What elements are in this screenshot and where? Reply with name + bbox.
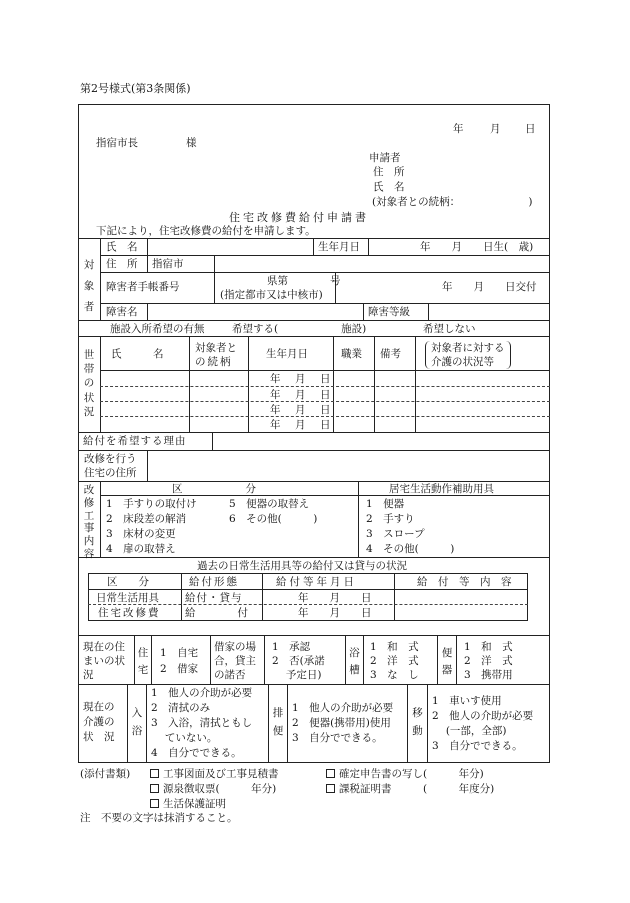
residence-toilet-options: 1 和 式 2 洋 式 3 携帯用 xyxy=(464,641,513,682)
work-item: 5 便器の取替え xyxy=(229,498,310,510)
attachment-item[interactable]: 確定申告書の写し( 年分) xyxy=(326,769,484,780)
facility-no: 希望しない xyxy=(423,323,476,335)
care-excretion-label: 排 便 xyxy=(272,707,284,737)
subject-birthdate-value: 年 月 日生( 歳) xyxy=(420,241,534,253)
residence-rental-label: 借家の場 合，貸主 の諾否 xyxy=(214,641,256,682)
household-row-birth: 年 月 日 xyxy=(270,373,333,385)
handbook-note: (指定都市又は中核市) xyxy=(220,289,323,301)
residence-toilet-label: 便 器 xyxy=(441,647,453,676)
attachments-label: (添付書類) xyxy=(80,768,131,780)
residence-house-label: 住 宅 xyxy=(137,647,149,676)
subject-section-label: 対 象 者 xyxy=(83,259,95,314)
subject-address-value: 指宿市 xyxy=(152,258,184,270)
facility-yes: 希望する( 施設) xyxy=(232,323,367,335)
form-number: 第2号様式(第3条関係) xyxy=(80,82,191,95)
footnote: 注 不要の文字は抹消すること。 xyxy=(80,812,238,824)
past-row-form: 給付・貸与 xyxy=(185,592,243,604)
addressee-honorific: 様 xyxy=(186,137,197,149)
subject-name-label: 氏 名 xyxy=(106,241,138,253)
aid-item: 2 手すり xyxy=(366,513,415,525)
past-header-content: 給 付 等 内 容 xyxy=(417,576,512,588)
household-header-care: 対象者に対する 介護の状況等 xyxy=(425,341,511,369)
checkbox-icon[interactable] xyxy=(150,799,159,808)
household-header-job: 職業 xyxy=(341,348,362,360)
residence-bath-label: 浴 槽 xyxy=(349,647,360,676)
disability-name-label: 障害名 xyxy=(106,306,138,318)
work-item: 4 扉の取替え xyxy=(106,543,176,555)
household-row-birth: 年 月 日 xyxy=(270,419,333,431)
checkbox-icon[interactable] xyxy=(326,784,335,793)
household-row-birth: 年 月 日 xyxy=(270,389,333,401)
date-day-label: 日 xyxy=(525,123,536,135)
subject-address-label: 住 所 xyxy=(106,258,138,270)
handbook-prefecture: 県第 号 xyxy=(267,275,341,287)
aid-item: 4 その他( ) xyxy=(366,543,455,555)
household-header-birth: 生年月日 xyxy=(266,348,308,360)
work-aid-header: 居宅生活動作補助用具 xyxy=(389,483,494,495)
household-header-name: 氏 名 xyxy=(111,348,164,360)
handbook-number-label: 障害者手帳番号 xyxy=(106,281,180,293)
handbook-issued: 年 月 日交付 xyxy=(442,281,537,293)
aid-item: 3 スロープ xyxy=(366,528,425,540)
past-row-date: 年 月 日 xyxy=(298,607,372,619)
household-row-birth: 年 月 日 xyxy=(270,404,333,416)
work-section-label: 改 修 工 事 内 容 xyxy=(83,484,95,560)
renovation-address-label: 改修を行う 住宅の住所 xyxy=(84,453,137,480)
work-item: 1 手すりの取付け xyxy=(106,498,197,510)
aid-item: 1 便器 xyxy=(366,498,405,510)
applicant-name-label: 氏 名 xyxy=(373,181,405,193)
care-bath-options: 1 他人の介助が必要 2 清拭のみ 3 入浴，清拭ともし ていない。 4 自分でできる。 xyxy=(151,687,253,759)
work-item: 3 床材の変更 xyxy=(106,528,176,540)
disability-level-label: 障害等級 xyxy=(368,306,410,318)
checkbox-icon[interactable] xyxy=(150,784,159,793)
past-row-form: 給 付 xyxy=(185,607,248,619)
residence-rental-options: 1 承認 2 否(承諾 予定日) xyxy=(272,641,325,682)
past-header-date: 給付等年月日 xyxy=(276,576,357,588)
household-header-note: 備考 xyxy=(380,348,401,360)
subject-birthdate-label: 生年月日 xyxy=(318,241,360,253)
attachment-item[interactable]: 工事図面及び工事見積書 xyxy=(150,769,279,780)
past-header-category: 区 分 xyxy=(107,576,149,588)
facility-label: 施設入所希望の有無 xyxy=(110,323,205,335)
applicant-relation-label: (対象者との続柄： ) xyxy=(372,196,533,208)
attachment-item[interactable]: 生活保護証明 xyxy=(150,799,226,810)
checkbox-icon[interactable] xyxy=(150,769,159,778)
date-month-label: 月 xyxy=(490,123,501,135)
applicant-label: 申請者 xyxy=(369,152,401,164)
care-bath-label: 入 浴 xyxy=(131,707,143,737)
date-year-label: 年 xyxy=(453,123,464,135)
care-label: 現在の 介護の 状 況 xyxy=(83,701,115,744)
household-section-label: 世 帯 の 状 況 xyxy=(83,349,95,418)
care-move-label: 移 動 xyxy=(412,707,423,737)
past-row-category: 住宅改修費 xyxy=(98,607,161,619)
work-item: 2 床段差の解消 xyxy=(106,513,187,525)
applicant-address-label: 住 所 xyxy=(373,166,405,178)
checkbox-icon[interactable] xyxy=(326,769,335,778)
residence-bath-options: 1 和 式 2 洋 式 3 な し xyxy=(370,641,419,682)
household-header-relation: 対象者と の続柄 xyxy=(195,342,237,369)
addressee-label: 指宿市長 xyxy=(96,137,138,149)
past-header-form: 給付形態 xyxy=(189,576,239,588)
intro-text: 下記により，住宅改修費の給付を申請します。 xyxy=(96,225,316,237)
form-title: 住宅改修費給付申請書 xyxy=(229,211,369,224)
attachment-item[interactable]: 源泉徴収票( 年分) xyxy=(150,784,276,795)
residence-label: 現在の住 まいの状 況 xyxy=(83,641,125,682)
work-category-header: 区 分 xyxy=(172,483,256,495)
attachment-item[interactable]: 課税証明書 ( 年度分) xyxy=(326,784,494,795)
past-title: 過去の日常生活用具等の給付又は貸与の状況 xyxy=(197,560,407,572)
past-row-category: 日常生活用具 xyxy=(96,592,159,604)
reason-label: 給付を希望する理由 xyxy=(83,435,187,447)
work-item: 6 その他( ) xyxy=(229,513,318,525)
residence-house-options: 1 自宅 2 借家 xyxy=(160,647,199,675)
care-excretion-options: 1 他人の介助が必要 2 便器(携帯用)使用 3 自分でできる。 xyxy=(292,702,394,744)
past-row-date: 年 月 日 xyxy=(298,592,372,604)
care-move-options: 1 車いす使用 2 他人の介助が必要 (一部，全部) 3 自分でできる。 xyxy=(432,695,534,752)
